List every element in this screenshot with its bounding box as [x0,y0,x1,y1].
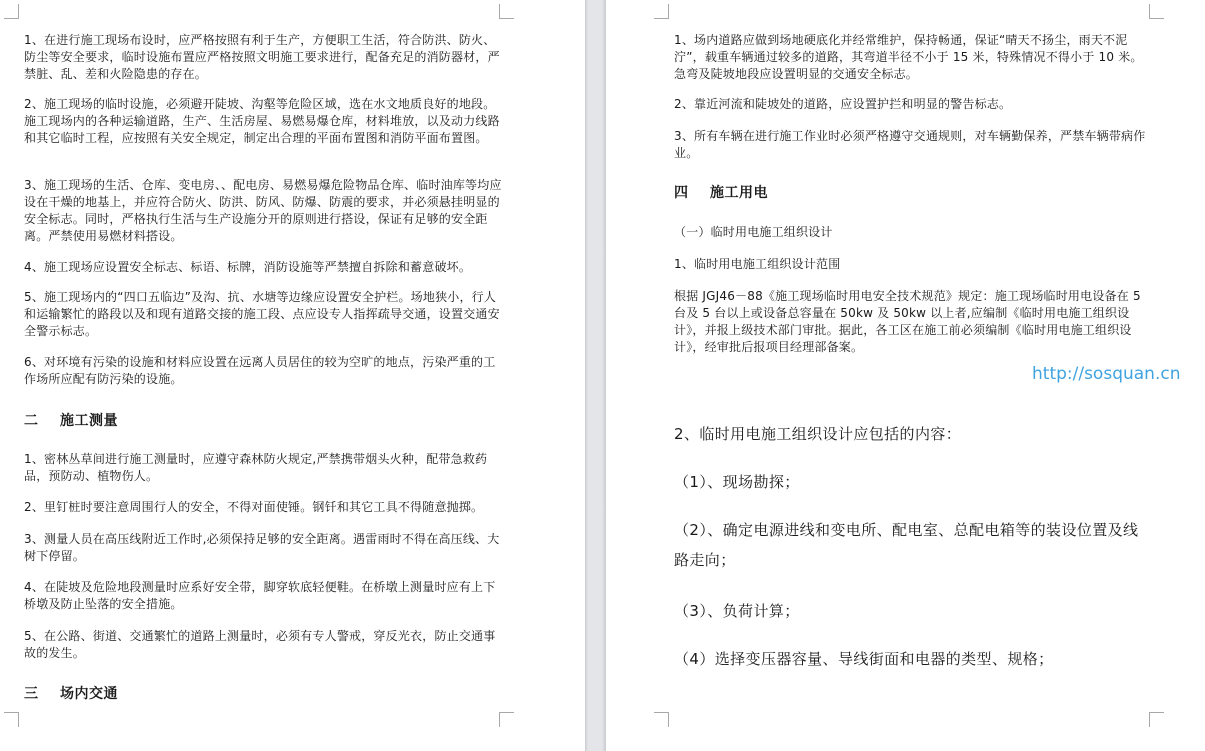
document-page-right [606,0,1205,751]
paragraph: 2、里钉桩时要注意周围行人的安全，不得对面使锤。钢钎和其它工具不得随意抛掷。 [24,500,484,514]
section-heading [24,684,502,704]
paragraph: 6、对环境有污染的设施和材料应设置在远离人员居住的较为空旷的地点，污染严重的工作场所应配有防污染的设施。 [24,355,496,386]
paragraph: 2、靠近河流和陡坡处的道路，应设置护拦和明显的警告标志。 [674,97,1012,111]
paragraph: 4、施工现场应设置安全标志、标语、标牌，消防设施等严禁擅自拆除和蓄意破坏。 [24,260,472,274]
section-heading [24,411,502,431]
crop-mark [654,4,669,19]
paragraph: 3、所有车辆在进行施工作业时必须严格遵守交通规则，对车辆勤保养，严禁车辆带病作业。 [674,129,1146,160]
paragraph: 2、施工现场的临时设施，必须避开陡坡、沟壑等危险区域，选在水文地质良好的地段。施工现场内的各种运输道路，生产、生活房屋、易燃易爆仓库，材料堆放，以及动力线路和其它临时工程，应按照有关安全规定，制定出合理的平面布置图和消防平面布置图。 [24,97,500,145]
crop-mark [1149,4,1164,19]
list-item: （1）、现场勘探； [674,473,800,491]
page-gap [585,0,606,751]
crop-mark [1149,712,1164,727]
document-page-left [0,0,585,751]
content-heading: 2、临时用电施工组织设计应包括的内容： [674,425,962,443]
paragraph: 3、测量人员在高压线附近工作时,必须保持足够的安全距离。遇雷雨时不得在高压线、大树下停留。 [24,532,500,563]
section-title: 施工测量 [60,413,118,429]
section-title: 施工用电 [710,185,768,201]
list-item: （3）、负荷计算； [674,602,800,620]
section-number: 三 [24,686,39,702]
section-title: 场内交通 [60,686,118,702]
list-item: （4）选择变压器容量、导线街面和电器的类型、规格； [674,650,1054,668]
crop-mark [4,712,19,727]
section-heading [674,183,1152,203]
subheading: （一）临时用电施工组织设计 [674,225,833,239]
paragraph: 根据 JGJ46－88《施工现场临时用电安全技术规范》规定：施工现场临时用电设备在 5 台及 5 台以上或设备总容量在 50kw 及 50kw 以上者,应编制《临时用电施工组织设计》，并报上级技术部门审批。据此，各工区在施工前必须编制《临时用电施工组织设计》，经审批后报项目经理部备案。 [674,289,1141,354]
crop-mark [654,712,669,727]
paragraph: 5、施工现场内的“四口五临边”及沟、抗、水塘等边缘应设置安全护栏。场地狭小，行人和运输繁忙的路段以及和现有道路交接的施工段、点应设专人指挥疏导交通，设置交通安全警示标志。 [24,290,500,338]
paragraph: 1、在进行施工现场布设时，应严格按照有利于生产，方便职工生活，符合防洪、防火、防尘等安全要求，临时设施布置应严格按照文明施工要求进行，配备充足的消防器材，严禁脏、乱、差和火险隐患的存在。 [24,33,500,81]
crop-mark [499,712,514,727]
crop-mark [499,4,514,19]
paragraph: 1、密林丛草间进行施工测量时，应遵守森林防火规定,严禁携带烟头火种，配带急救药品，预防动、植物伤人。 [24,452,488,483]
watermark-url: http://sosquan.cn [1032,364,1181,384]
subheading: 1、临时用电施工组织设计范围 [674,257,841,271]
section-number: 二 [24,413,39,429]
crop-mark [4,4,19,19]
paragraph: 4、在陡坡及危险地段测量时应系好安全带，脚穿软底轻便鞋。在桥墩上测量时应有上下桥墩及防止坠落的安全措施。 [24,580,496,611]
paragraph: 3、施工现场的生活、仓库、变电房、、配电房、易燃易爆危险物品仓库、临时油库等均应设在干燥的地基上，并应符合防火、防洪、防风、防爆、防震的要求，并必须悬挂明显的安全标志。同时，严格执行生活与生产设施分开的原则进行搭设，保证有足够的安全距离。严禁使用易燃材料搭设。 [24,178,502,243]
paragraph: 1、场内道路应做到场地硬底化并经常维护，保持畅通，保证“晴天不扬尘，雨天不泥泞”，载重车辆通过较多的道路，其弯道半径不小于 15 米，特殊情况不得小于 10 米。急弯及陡坡地段应设置明显的交通安全标志。 [674,33,1143,81]
section-number: 四 [674,185,689,201]
list-item: （2）、确定电源进线和变电所、配电室、总配电箱等的装设位置及线路走向； [674,521,1139,569]
paragraph: 5、在公路、街道、交通繁忙的道路上测量时，必须有专人警戒，穿反光衣，防止交通事故的发生。 [24,629,496,660]
